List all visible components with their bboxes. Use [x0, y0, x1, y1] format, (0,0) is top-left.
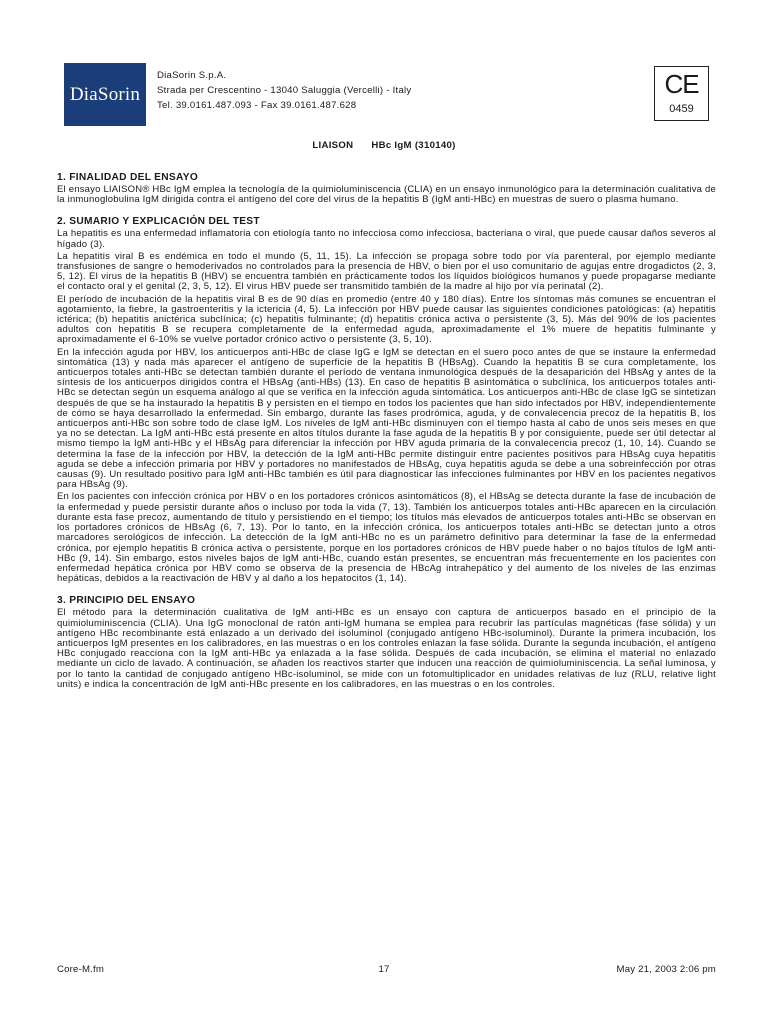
section-heading: 3. PRINCIPIO DEL ENSAYO [57, 595, 196, 607]
ce-mark-box [654, 66, 709, 121]
section-heading: 2. SUMARIO Y EXPLICACIÓN DEL TEST [57, 216, 260, 228]
test-name: HBc IgM (310140) [371, 140, 456, 151]
footer-page-number: 17 [378, 964, 390, 975]
paragraph: En los pacientes con infección crónica por HBV o en los portadores crónicos asintomáticos (8), el HBsAg se detecta durante la fase de incubación de la enfermedad y puede persistir durante años o incluso por toda la vida (7, 13). También los anticuerpos totales anti-HBc aparecen en la circulación durante esta fase precoz, aumentando de título y persistiendo en el tiempo; los títulos más elevados de anticuerpos totales anti-HBc se observan en los portadores crónicos de HBsAg (6, 7, 13). Por lo tanto, en la infección crónica, los anticuerpos totales anti-HBc se detectan junto a otros marcadores serológicos de infección. La detección de la IgM anti-HBc no es un parámetro definitivo para determinar la fase de la enfermedad crónica, por ejemplo hepatitis B crónica activa o persistente, porque en los portadores crónicos de HBV puede haber o no bajos títulos de IgM anti-HBc (9, 14). Sin embargo, estos niveles bajos de IgM anti-HBc, cuando están presentes, se encuentran más frecuentemente en los pacientes con enfermedad hepática crónica por HBV como se observa de la presencia de HBcAg intrahepático y del aumento de los niveles de las enzimas hepáticas, debidos a la reactivación de HBV y al daño a los hepatocitos (1, 14). [57, 491, 716, 585]
diasorin-logo [64, 63, 146, 126]
paragraph: El método para la determinación cualitativa de IgM anti-HBc es un ensayo con captura de anticuerpos basado en el principio de la quimioluminiscencia (CLIA). Una IgG monoclonal de ratón anti-IgM humana se emplea para recubrir las partículas magnéticas (fase sólida) y un antígeno HBc recombinante está enlazado a un derivado del isoluminol (conjugado antígeno HBc-isoluminol). Durante la primera incubación, los anticuerpos IgM presentes en los calibradores, en las muestras o en los controles enlazan la fase sólida. Durante la segunda incubación, el antígeno HBc conjugado reacciona con la IgM anti-HBc ya enlazada a la fase sólida. Después de cada incubación, se elimina el material no enlazado mediante un ciclo de lavado. A continuación, se añaden los reactivos starter que inducen una reacción de quimioluminiscencia. La señal luminosa, y por lo tanto la cantidad de conjugado antígeno HBc-isoluminol, se mide con un fotomultiplicador en unidades relativas de luz (RLU, relative light units) e indica la concentración de IgM anti-HBc presente en los calibradores, en las muestras o en los controles. [57, 607, 716, 690]
paragraph: La hepatitis es una enfermedad inflamatoria con etiología tanto no infecciosa como infecciosa, bacteriana o viral, que puede causar daños severos al hígado (3). [57, 228, 716, 250]
ce-mark-icon: CE [664, 69, 699, 99]
section-3 [57, 595, 716, 690]
paragraph: La hepatitis viral B es endémica en todo el mundo (5, 11, 15). La infección se propaga sobre todo por vía parenteral, por ejemplo mediante transfusiones de sangre o hemoderivados no controlados para la presencia de HBV, o bien por el uso comunitario de agujas entre drogadictos (2, 3, 5, 12). El virus de la hepatitis B (HBV) se encuentra también en prácticamente todos los líquidos biológicos humanos y puede propagarse mediante el contacto oral y el genital (2, 3, 5, 12). El virus HBV puede ser transmitido también de la madre al hijo por vía perinatal (2). [57, 250, 716, 293]
document-body [57, 172, 716, 692]
section-1 [57, 172, 716, 205]
section-2 [57, 216, 716, 584]
company-address: Strada per Crescentino - 13040 Saluggia (Vercelli) - Italy [157, 85, 412, 96]
paragraph: En la infección aguda por HBV, los anticuerpos anti-HBc de clase IgG e IgM se detectan en el suero poco antes de que se instaure la enfermedad sintomática (13) y nada más aparecer el antígeno de superficie de la hepatitis B (HBsAg). Cuando la hepatitis B se cura completamente, los anticuerpos totales anti-HBc se detectan también durante el período de ventana inmunológica después de la desaparición del HBsAg y antes de la síntesis de los anticuerpos dirigidos contra el HBsAg (anti-HBs) (13). En caso de hepatitis B asintomática o subclínica, los anticuerpos totales anti-HBc se detectan según un esquema análogo al que se verifica en la infección aguda sintomática. Los anticuerpos anti-HBc de clase IgG se sintetizan después de que se ha instaurado la hepatitis B y persisten en el tiempo en todos los pacientes que han sido infectados por HBV, independientemente de cómo se haya desarrollado la enfermedad. Sin embargo, durante las fases prodrómica, aguda, y de convalecencia precoz de la hepatitis B, los anticuerpos anti-HBc son sobre todo de clase IgM. Los niveles de IgM anti-HBc disminuyen con el tiempo hasta al cabo de unos seis meses en que ya no se detectan. La IgM anti-HBc está presente en altos títulos durante la fase aguda de la hepatitis B y por consiguiente, puede ser útil detectar al mismo tiempo la IgM anti-HBc y el HBsAg para diferenciar la infección por HBV aguda primaria de la convalecencia precoz (1, 10, 14). Cuando se determina la fase de la infección por HBV, la detección de la IgM anti-HBc permite distinguir entre pacientes positivos para HBsAg cuya hepatitis aguda se debe a infección primaria por HBV y portadores no manifestados de HBsAg, cuya hepatitis aguda se debe a una sobreinfección por otras causas (9). Un resultado positivo para IgM anti-HBc también es útil para diagnosticar las infecciones fulminantes por HBV en los pacientes negativos para HBsAg (9). [57, 346, 716, 491]
ce-number: 0459 [669, 103, 694, 115]
paragraph: El ensayo LIAISON® HBc IgM emplea la tecnología de la quimioluminiscencia (CLIA) en un ensayo inmunológico para la determinación cualitativa de la inmunoglobulina IgM dirigida contra el antígeno del core del virus de la hepatitis B (IgM anti-HBc) en muestras de suero o plasma humano. [57, 184, 716, 206]
paragraph: El período de incubación de la hepatitis viral B es de 90 días en promedio (entre 40 y 180 días). Entre los síntomas más comunes se encuentran el agotamiento, la fiebre, la gastroenteritis y la ictericia (4, 5). La infección por HBV puede causar las siguientes condiciones patológicas: (a) hepatitis ictérica; (b) hepatitis anictérica subclínica; (c) hepatitis fulminante; (d) hepatitis crónica activa o persistente (3, 5). Más del 90% de los pacientes adultos con hepatitis B se recupera completamente de la enfermedad aguda, aproximadamente el 1% muere de hepatitis fulminante y aproximadamente el 6-10% se vuelve portador crónico activo o persistente (3, 5, 10). [57, 293, 716, 346]
company-name: DiaSorin S.p.A. [157, 70, 227, 81]
document-title [0, 140, 768, 151]
footer-filename: Core-M.fm [57, 964, 105, 975]
footer-date: May 21, 2003 2:06 pm [616, 964, 716, 975]
logo-text: DiaSorin [69, 83, 141, 105]
product-name: LIAISON [312, 140, 354, 151]
company-phone: Tel. 39.0161.487.093 - Fax 39.0161.487.628 [157, 100, 357, 111]
company-info [157, 68, 411, 113]
section-heading: 1. FINALIDAD DEL ENSAYO [57, 172, 199, 183]
